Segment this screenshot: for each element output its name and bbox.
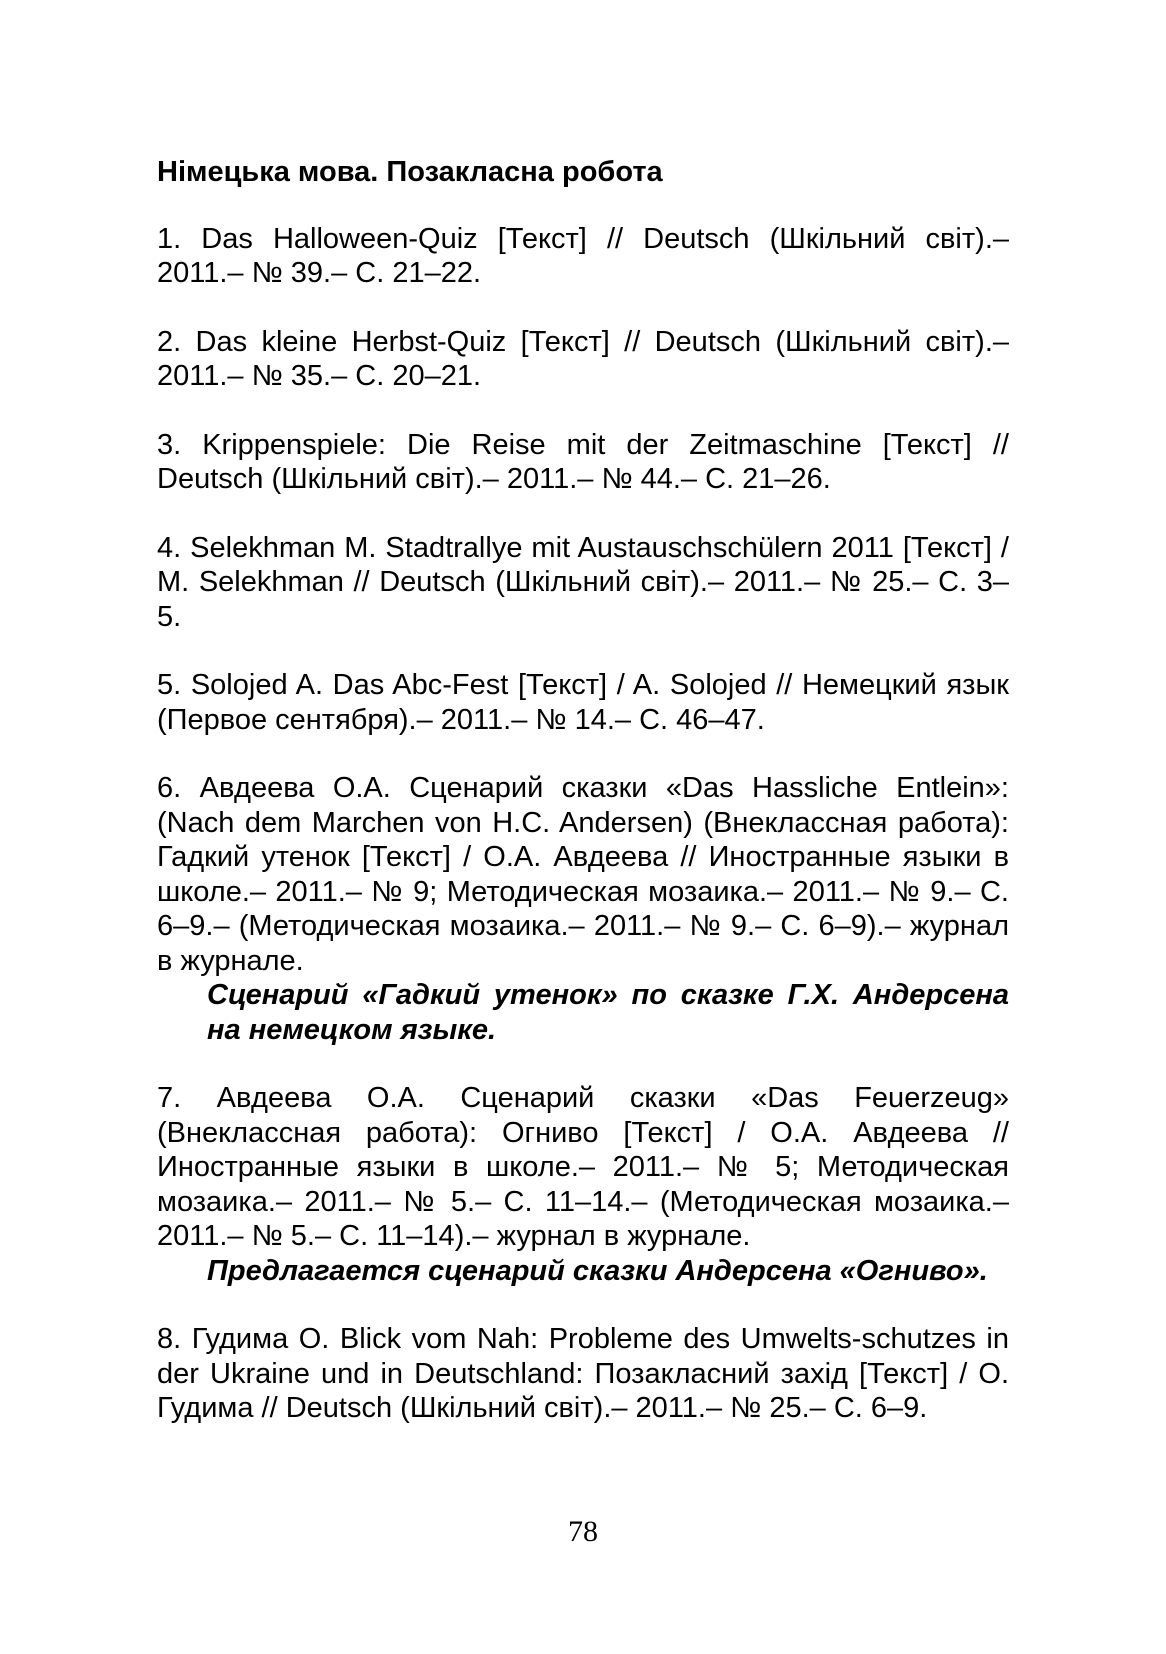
entry-text: 1. Das Halloween-Quiz [Текст] // Deutsch (Шкільний світ).– 2011.– № 39.– С. 21–22.: [157, 222, 1009, 289]
entry-text: 5. Solojed A. Das Abc-Fest [Текст] / A. Solojed // Немецкий язык (Первое сентября).– 2011.– № 14.– С. 46–47.: [157, 669, 1009, 736]
entry-text: 7. Авдеева О.А. Сценарий сказки «Das Feuerzeug» (Внеклассная работа): Огниво [Текст] / О.А. Авдеева // Иностранные языки в школе.– 2011.– № 5; Методическая мозаика.– 2011.– № 5.– С. 11–14.– (Методическая мозаика.– 2011.– № 5.– С. 11–14).– журнал в журнале.: [157, 1082, 1009, 1252]
entry-text: 8. Гудима О. Blick vom Nah: Probleme des Umwelts-schutzes in der Ukraine und in Deutschland: Позакласний захід [Текст] / О. Гудима // Deutsch (Шкільний світ).– 2011.– № 25.– С. 6–9.: [157, 1323, 1009, 1424]
bibliography-entry: [157, 1081, 1009, 1288]
bibliography-entry: [157, 222, 1009, 291]
bibliography-section: [157, 155, 1009, 1460]
bibliography-entry: [157, 668, 1009, 737]
page-number: 78: [568, 1515, 598, 1548]
entry-annotation: Сценарий «Гадкий утенок» по сказке Г.Х. Андерсена на немецком языке.: [207, 979, 1009, 1046]
entry-text: 2. Das kleine Herbst-Quiz [Текст] // Deutsch (Шкільний світ).– 2011.– № 35.– С. 20–21.: [157, 325, 1009, 392]
bibliography-entry: [157, 428, 1009, 497]
bibliography-entry: [157, 1322, 1009, 1426]
entry-annotation: Предлагается сценарий сказки Андерсена «Огниво».: [207, 1254, 988, 1287]
bibliography-entry: [157, 531, 1009, 635]
bibliography-entry: [157, 771, 1009, 1047]
entry-text: 3. Krippenspiele: Die Reise mit der Zeitmaschine [Текст] // Deutsch (Шкільний світ).– 2011.– № 44.– С. 21–26.: [157, 428, 1009, 495]
section-title: Німецька мова. Позакласна робота: [157, 156, 663, 188]
entry-text: 4. Selekhman M. Stadtrallye mit Austauschschülern 2011 [Текст] / M. Selekhman // Deutsch (Шкільний світ).– 2011.– № 25.– С. 3–5.: [157, 531, 1009, 633]
entry-text: 6. Авдеева О.А. Сценарий сказки «Das Hassliche Entlein»: (Nach dem Marchen von H.C. Andersen) (Внеклассная работа): Гадкий утенок [Текст] / О.А. Авдеева // Иностранные языки в школе.– 2011.– № 9; Методическая мозаика.– 2011.– № 9.– С. 6–9.– (Методическая мозаика.– 2011.– № 9.– С. 6–9).– журнал в журнале.: [157, 772, 1009, 977]
bibliography-entry: [157, 325, 1009, 394]
